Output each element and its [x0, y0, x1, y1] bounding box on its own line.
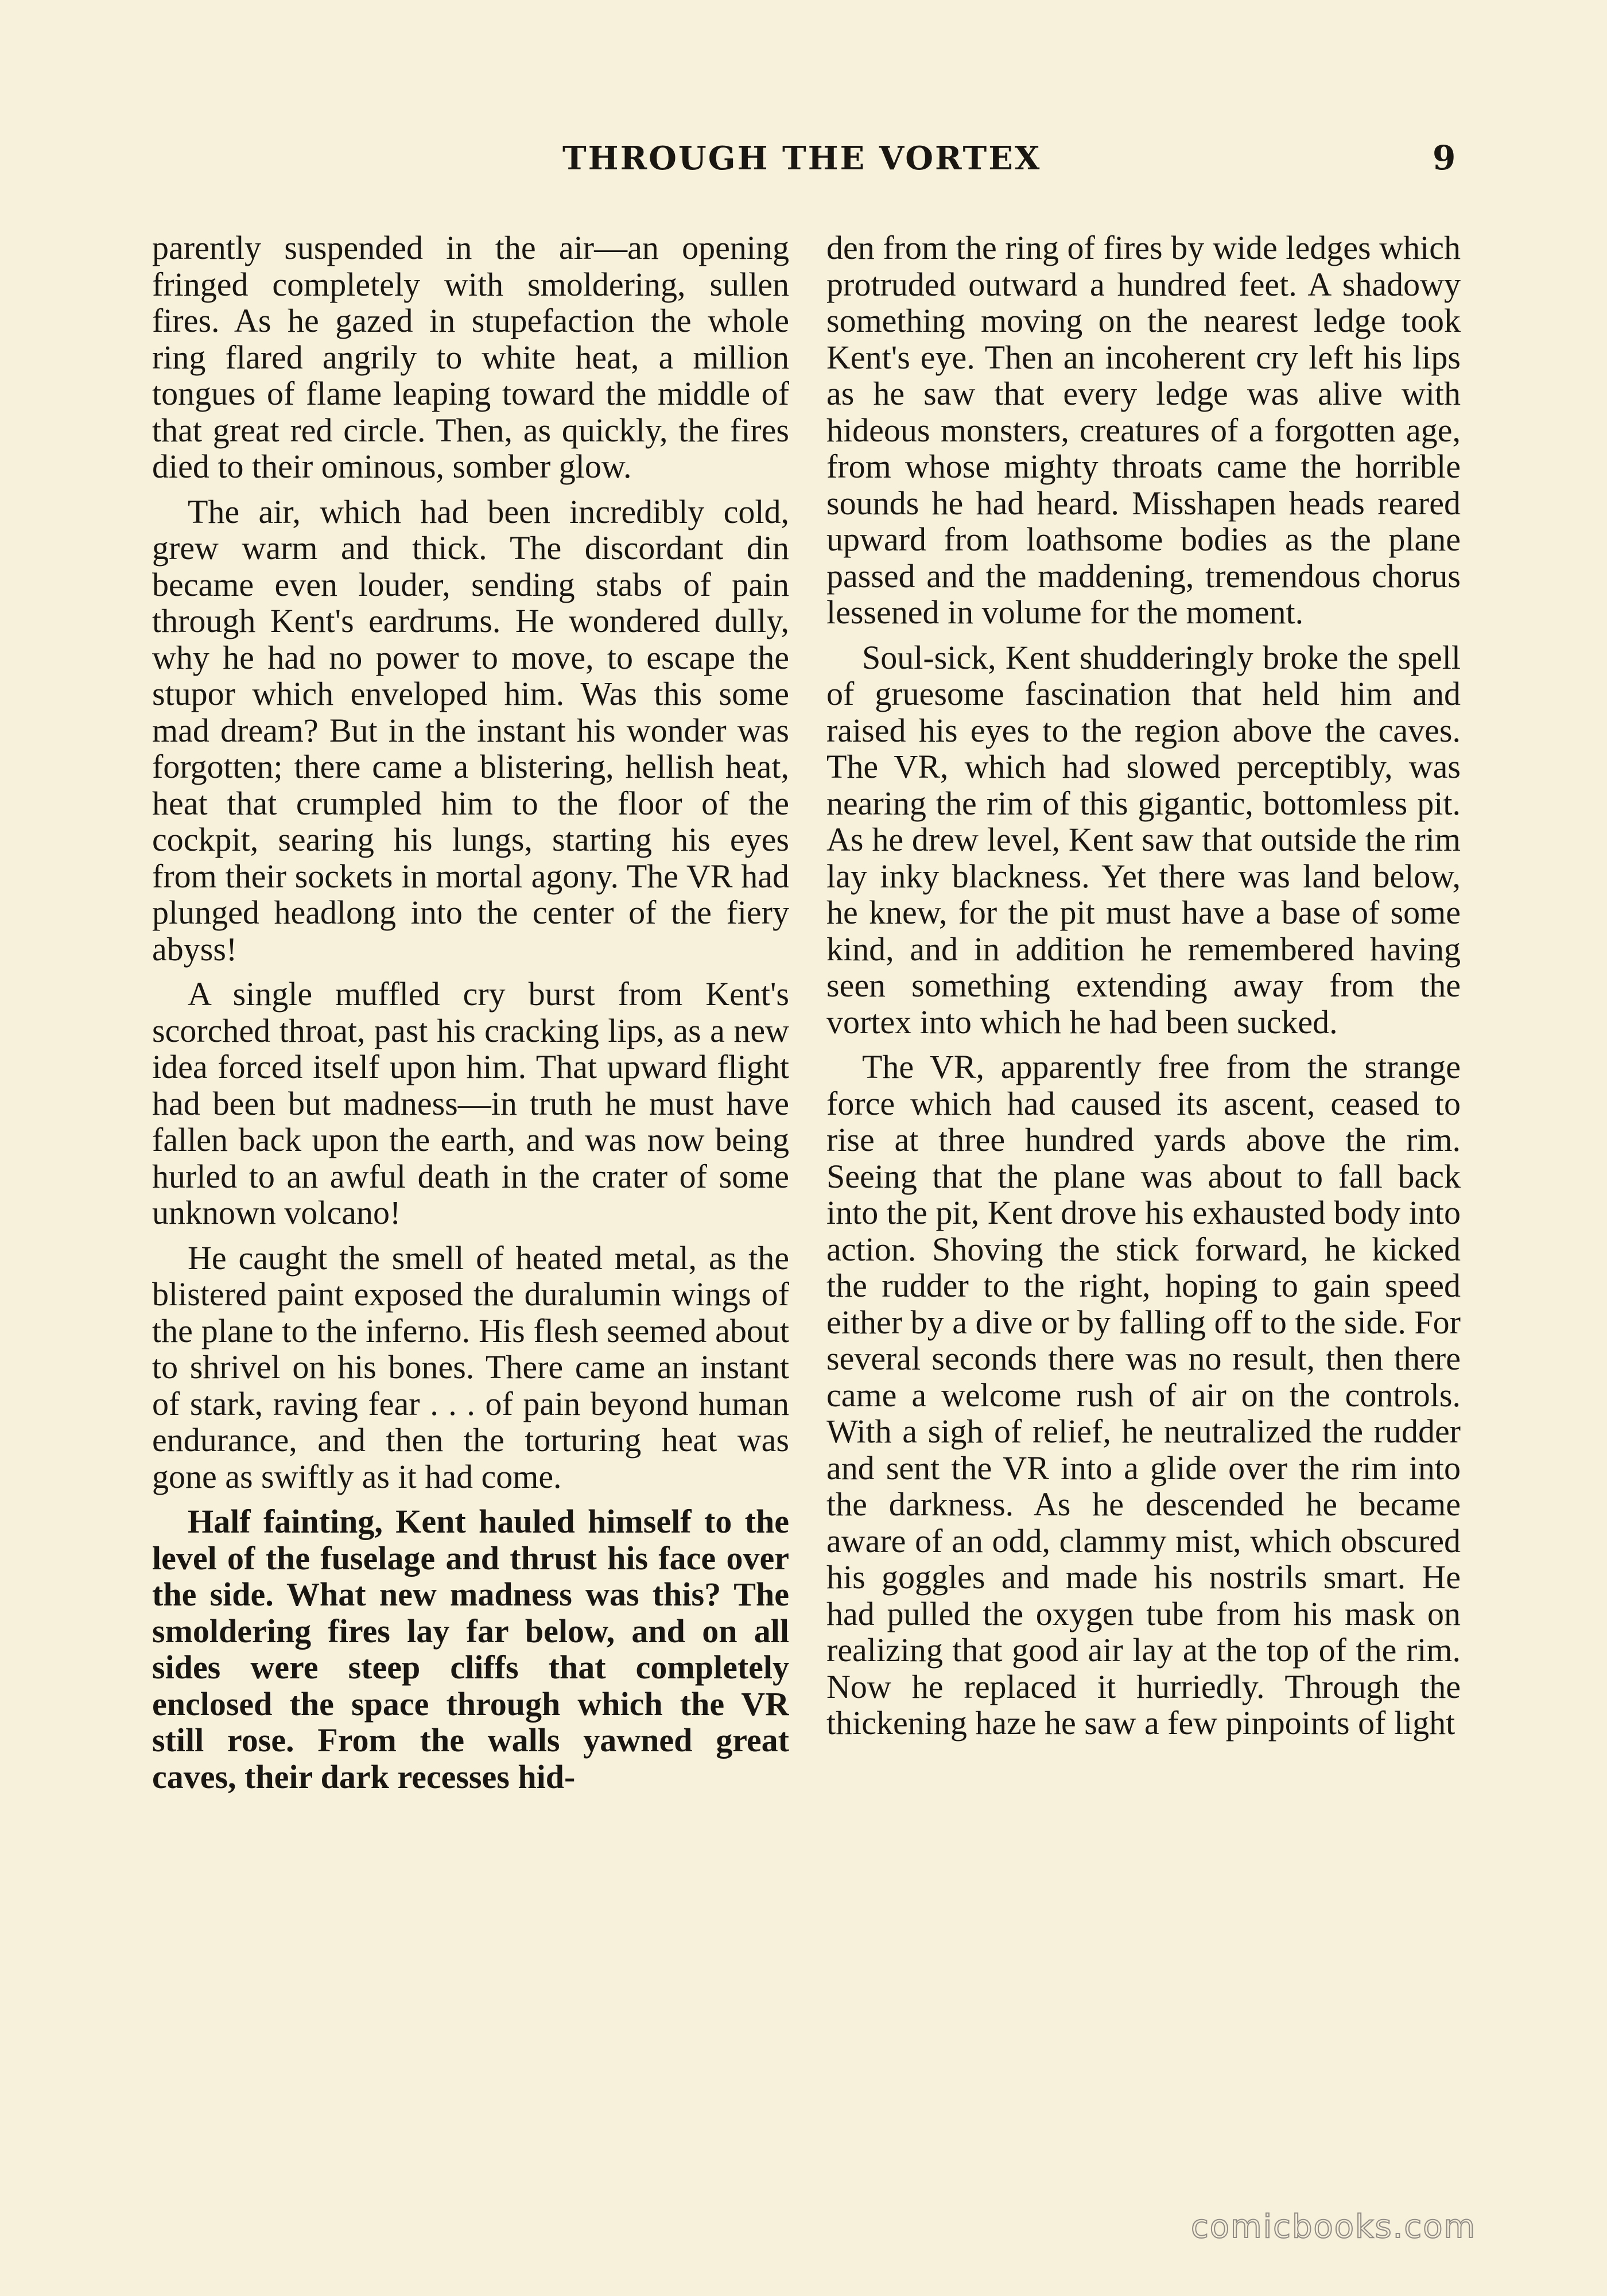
left-paragraph-4: He caught the smell of heated metal, as the blistered paint exposed the duralumin wings of the plane to the inferno. His flesh seemed about to shrivel on his bones. There came an instant of stark, raving fear . . . of pain beyond human endurance, and then the torturing heat was gone as swiftly as it had come. [152, 1239, 789, 1495]
watermark: comicbooks.com [1191, 2208, 1477, 2245]
right-paragraph-2: Soul-sick, Kent shudderingly broke the spell of gruesome fascination that held him and raised his eyes to the region above the caves. The VR, which had slowed perceptibly, was nearing the rim of this gigantic, bottomless pit. As he drew level, Kent saw that outside the rim lay inky blackness. Yet there was land below, he knew, for the pit must have a base of some kind, and in addition he remembered having seen something extending away from the vortex into which he had been sucked. [826, 638, 1461, 1041]
running-header-title: THROUGH THE VORTEX [562, 139, 1042, 177]
page-number: 9 [1433, 138, 1456, 177]
left-paragraph-5: Half fainting, Kent hauled himself to the level of the fuselage and thrust his face over the side. What new madness was this? The smoldering fires lay far below, and on all sides were steep cliffs that completely enclosed the space through which the VR still rose. From the walls yawned great caves, their dark recesses hid- [152, 1503, 789, 1795]
right-text-column [826, 230, 1461, 2170]
left-text-column [152, 230, 789, 2170]
left-paragraph-1: parently suspended in the air—an opening fringed completely with smoldering, sullen fires. As he gazed in stupefaction the whole ring flared angrily to white heat, a million tongues of flame leaping toward the middle of that great red circle. Then, as quickly, the fires died to their ominous, somber glow. [152, 230, 789, 485]
left-paragraph-2: The air, which had been incredibly cold, grew warm and thick. The discordant din became even louder, sending stabs of pain through Kent's eardrums. He wondered dully, why he had no power to move, to escape the stupor which enveloped him. Was this some mad dream? But in the instant his wonder was forgotten; there came a blistering, hellish heat, heat that crumpled him to the floor of the cockpit, searing his lungs, starting his eyes from their sockets in mortal agony. The VR had plunged headlong into the center of the fiery abyss! [152, 492, 789, 968]
right-paragraph-1: den from the ring of fires by wide ledges which protruded outward a hundred feet. A shadowy something moving on the nearest ledge took Kent's eye. Then an incoherent cry left his lips as he saw that every ledge was alive with hideous monsters, creatures of a forgotten age, from whose mighty throats came the horrible sounds he had heard. Misshapen heads reared upward from loathsome bodies as the plane passed and the maddening, tremendous chorus lessened in volume for the moment. [826, 230, 1461, 631]
right-paragraph-3: The VR, apparently free from the strange force which had caused its ascent, ceased to rise at three hundred yards above the rim. Seeing that the plane was about to fall back into the pit, Kent drove his exhausted body into action. Shoving the stick forward, he kicked the rudder to the right, hoping to gain speed either by a dive or by falling off to the side. For several seconds there was no result, then there came a welcome rush of air on the controls. With a sigh of relief, he neutralized the rudder and sent the VR into a glide over the rim into the darkness. As he descended he became aware of an odd, clammy mist, which obscured his goggles and made his nostrils smart. He had pulled the oxygen tube from his mask on realizing that good air lay at the top of the rim. Now he replaced it hurriedly. Through the thickening haze he saw a few pinpoints of light [826, 1048, 1461, 1742]
left-paragraph-3: A single muffled cry burst from Kent's scorched throat, past his cracking lips, as a new idea forced itself upon him. That upward flight had been but madness—in truth he must have fallen back upon the earth, and was now being hurled to an awful death in the crater of some unknown volcano! [152, 975, 789, 1231]
